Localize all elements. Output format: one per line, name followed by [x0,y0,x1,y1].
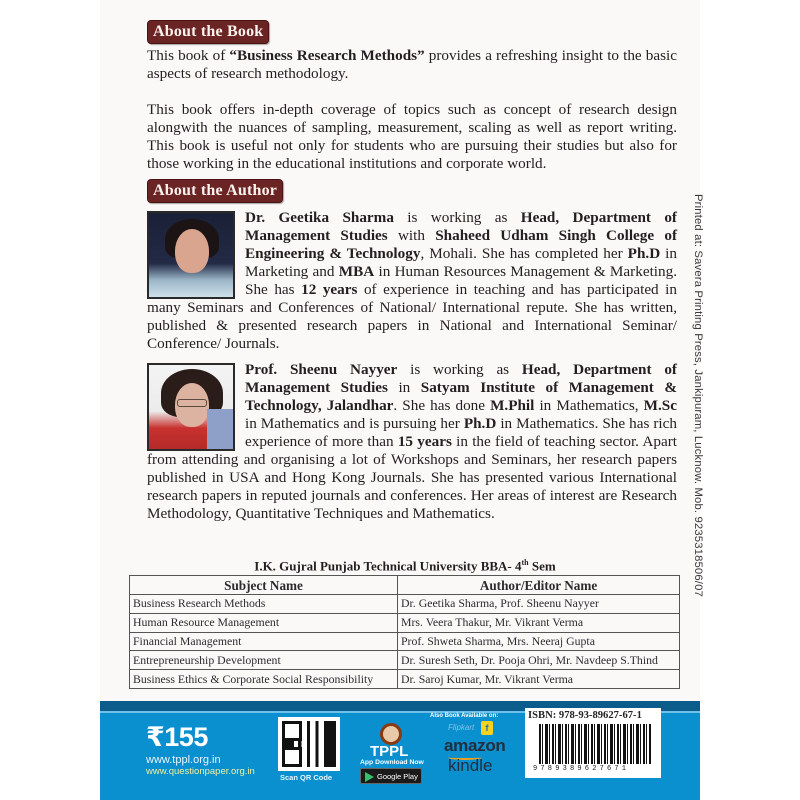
table-row [130,670,680,689]
bio-bold-text: M.Phil [490,397,535,414]
about-book-paragraph-1 [147,47,677,83]
header-author-name: Author/Editor Name [398,576,680,595]
series-table-title [130,558,680,574]
about-book-heading: About the Book [147,20,269,44]
isbn-number: ISBN: 978-93-89627-67-1 [528,710,642,721]
about-author-heading: About the Author [147,179,283,203]
footer-band [100,710,700,800]
bio-text: in Mathematics and is pursuing her [245,415,464,432]
bio-text: . She has done [393,397,491,414]
barcode-bars-icon [539,724,651,764]
flipkart-logo-text: Flipkart [448,723,475,732]
bio-bold-text: Dr. Geetika Sharma [245,209,394,226]
table-header-row [130,576,680,595]
printer-note: Printed at: Savera Printing Press, Jankipuram, Lucknow. Mob. 9235318506/07 [692,194,704,597]
bio-text: in the field of teaching sector. Apart from attending and organising a lot of Workshops and Seminars, her research papers published in USA and Hong Kong Journals. She has presented various International research papers in reputed journals and conferences. Her areas of interest are Research Methodology, Quantitative Techniques and Mathematics. [147,433,677,522]
bio-bold-text: Head, Department of Management Studies [245,209,677,244]
author-bio-2 [147,361,677,523]
author-photo-sheenu-nayyer [147,363,235,451]
bio-text: in Human Resources Management & Marketing. She has [245,263,677,298]
author-cell: Mrs. Veera Thakur, Mr. Vikrant Verma [398,613,680,632]
barcode-digits: 9789389627671 [533,765,630,773]
bio-bold-text: Satyam Institute of Management & Technology, Jalandhar [245,379,677,414]
table-row [130,632,680,651]
bio-bold-text: Shaheed Udham Singh College of Engineering & Technology [245,227,677,262]
bio-bold-text: MBA [338,263,375,280]
amazon-logo-text: amazon [444,736,506,755]
bio-text: of experience in teaching and has participated in many Seminars and Conferences of National/ International repute. She has written, published & presented research papers in National and International Seminar/ Conference/ Journals. [147,281,677,352]
tppl-app-name: TPPL [370,743,409,760]
cover-content [147,20,677,523]
qr-code[interactable] [278,717,340,771]
bio-bold-text: M.Sc [643,397,677,414]
bio-text: in Marketing and [245,245,677,280]
also-available-label: Also Book Available on: [430,713,499,719]
subject-cell: Business Research Methods [130,595,398,614]
google-play-badge[interactable] [360,768,422,784]
author-bio-1 [147,209,677,353]
photo-spectacles [177,399,207,407]
table-row [130,595,680,614]
bio-text: with [387,227,436,244]
table-title-main: I.K. Gujral Punjab Technical University BBA- 4 [254,558,522,574]
subject-cell: Financial Management [130,632,398,651]
subject-cell: Business Ethics & Corporate Social Responsibility [130,670,398,689]
photo-face [175,229,209,273]
table-row [130,613,680,632]
bio-text: , Mohali. She has completed her [420,245,628,262]
bio-text: in Mathematics, [534,397,644,414]
tppl-logo-icon [380,723,402,745]
header-subject-name: Subject Name [130,576,398,595]
qr-caption: Scan QR Code [280,773,333,782]
author-cell: Dr. Saroj Kumar, Mr. Vikrant Verma [398,670,680,689]
bio-bold-text: 12 years [301,281,358,298]
app-download-caption: App Download Now [360,759,424,766]
google-play-label: Google Play [377,772,418,781]
bio-bold-text: Head, Department of Management Studies [245,361,677,396]
price-label: ₹155 [146,722,208,752]
subject-cell: Entrepreneurship Development [130,651,398,670]
photo-shawl [207,409,235,449]
book-title-bold: “Business Research Methods” [229,47,425,64]
qr-code-icon [282,721,336,767]
bio-bold-text: Ph.D [627,245,661,262]
about-book-paragraph-2: This book offers in-depth coverage of topics such as concept of research design alongwith the nuances of sampling, measurement, scaling as well as report writing. This book is useful not only for students who are pursuing their studies but also for those working in the educational institutions and corporate world. [147,101,677,172]
website-link-tppl[interactable]: www.tppl.org.in [146,754,221,766]
bio-bold-text: Ph.D [463,415,497,432]
table-title-sup: th [521,558,529,567]
flipkart-bag-icon: f [481,721,493,735]
subject-cell: Human Resource Management [130,613,398,632]
bio-text: is working as [397,361,522,378]
author-photo-geetika-sharma [147,211,235,299]
author-cell: Dr. Suresh Seth, Dr. Pooja Ohri, Mr. Navdeep S.Thind [398,651,680,670]
bio-text: is working as [393,209,521,226]
table-title-end: Sem [528,558,556,574]
table-row [130,651,680,670]
isbn-barcode [525,708,661,778]
author-cell: Dr. Geetika Sharma, Prof. Sheenu Nayyer [398,595,680,614]
website-link-questionpaper[interactable]: www.questionpaper.org.in [146,766,255,777]
author-cell: Prof. Shweta Sharma, Mrs. Neeraj Gupta [398,632,680,651]
bio-text: in [387,379,421,396]
about-book-p1-pre: This book of [147,47,230,64]
bio-bold-text: Prof. Sheenu Nayyer [245,361,398,378]
bio-bold-text: 15 years [397,433,452,450]
bio-text: in Mathematics. She has rich experience of more than [245,415,677,450]
series-table [129,575,680,689]
google-play-icon [365,772,374,782]
kindle-logo-text: kindle [448,756,493,775]
about-book-p1-post: provides a refreshing insight to the basic aspects of research methodology. [147,47,677,82]
